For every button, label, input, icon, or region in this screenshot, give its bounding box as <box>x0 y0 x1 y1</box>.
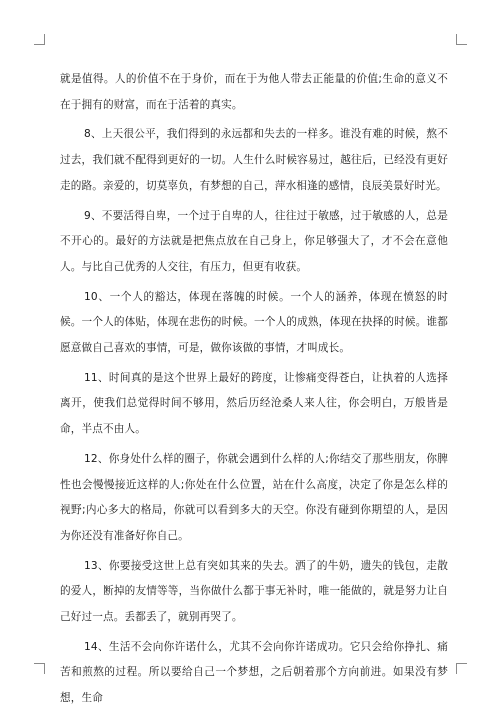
paragraph-14: 14、生活不会向你许诺什么，尤其不会向你许诺成功。它只会给你挣扎、痛苦和煎熬的过程。所以要给自己一个梦想，之后朝着那个方向前进。如果没有梦想，生命 <box>60 640 448 705</box>
crop-mark-top-right <box>456 34 467 45</box>
crop-mark-bottom-right <box>456 663 467 674</box>
paragraph-12: 12、你身处什么样的圈子，你就会遇到什么样的人;你结交了那些朋友，你脾性也会慢慢接近这样的人;你处在什么位置，站在什么高度，决定了你是怎么样的视野;内心多大的格局，你就可以看到多大的天空。你没有碰到你期望的人，是因为你还没有准备好你自己。 <box>60 452 448 542</box>
paragraph-continuation: 就是值得。人的价值不在于身价，而在于为他人带去正能量的价值;生命的意义不在于拥有的财富，而在于活着的真实。 <box>60 73 448 111</box>
document-body <box>60 67 448 712</box>
crop-mark-top-left <box>34 34 45 45</box>
paragraph-8: 8、上天很公平，我们得到的永远都和失去的一样多。谁没有难的时候，熬不过去，我们就不配得到更好的一切。人生什么时候容易过，越往后，已经没有更好走的路。亲爱的，切莫辜负，有梦想的自己，萍水相逢的感情，良辰美景好时光。 <box>60 128 448 192</box>
paragraph-13: 13、你要接受这世上总有突如其来的失去。洒了的牛奶，遗失的钱包，走散的爱人，断掉的友情等等，当你做什么都于事无补时，唯一能做的，就是努力让自己好过一点。丢都丢了，就别再哭了。 <box>60 559 448 624</box>
paragraph-10: 10、一个人的豁达，体现在落魄的时候。一个人的涵养，体现在愤怒的时候。一个人的体贴，体现在悲伤的时候。一个人的成熟，体现在抉择的时候。谁都愿意做自己喜欢的事情，可是，做你该做的事情，才叫成长。 <box>60 290 448 355</box>
paragraph-9: 9、不要活得自卑，一个过于自卑的人，往往过于敏感，过于敏感的人，总是不开心的。最好的方法就是把焦点放在自己身上，你足够强大了，才不会在意他人。与比自己优秀的人交往，有压力，但更有收获。 <box>60 209 448 273</box>
crop-mark-bottom-left <box>34 663 45 674</box>
paragraph-11: 11、时间真的是这个世界上最好的跨度，让惨痛变得苍白，让执着的人选择离开，使我们总觉得时间不够用，然后历经沧桑人来人往，你会明白，万般皆是命，半点不由人。 <box>60 371 448 436</box>
